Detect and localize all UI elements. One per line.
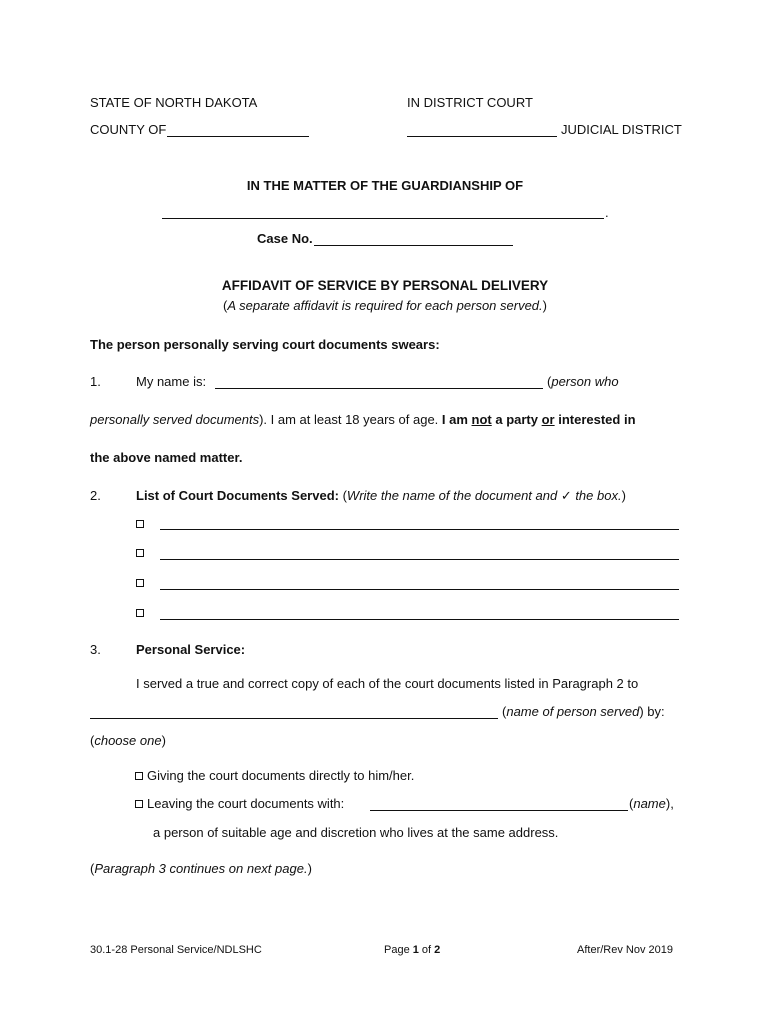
document-checkbox-3[interactable] [136,575,148,590]
continues-text: Paragraph 3 continues on next page. [94,861,308,876]
p3-choose-one [90,733,166,748]
p1-number: 1. [90,374,101,389]
p3-label: Personal Service: [136,642,246,657]
p1-or: or [541,412,555,427]
p3-name-open: ( [629,796,634,811]
document-blank-4[interactable] [160,619,679,620]
p1-interested: interested in [554,412,636,427]
subtitle-text: A separate affidavit is required for each person served. [227,298,543,313]
person-served-blank[interactable] [90,718,498,719]
p3-name-hint [629,796,674,811]
p1-my-name-label: My name is: [136,374,207,389]
p2-paren-close: ) [621,488,626,503]
state-label: STATE OF NORTH DAKOTA [90,95,258,110]
p2-paren-open: ( [338,488,347,503]
option-leaving[interactable] [135,796,344,811]
p1-line2 [90,412,636,427]
p2-heading [136,488,626,504]
p3-number: 3. [90,642,101,657]
p1-above-named: the above named matter. [90,450,243,465]
p3-ns-open: ( [502,704,507,719]
p1-not: not [471,412,492,427]
continues-note [90,861,312,876]
option-leaving-label: Leaving the court documents with: [147,796,345,811]
p2-number: 2. [90,488,101,503]
document-blank-2[interactable] [160,559,679,560]
subtitle-open: ( [223,298,228,313]
footer-revision: After/Rev Nov 2019 [577,944,673,956]
ward-name-period: . [605,205,609,220]
continues-close: ) [307,861,312,876]
matter-heading: IN THE MATTER OF THE GUARDIANSHIP OF [246,178,524,193]
footer-page-total: 2 [434,944,441,956]
p1-age-text: ). I am at least 18 years of age. [259,412,442,427]
option-direct-checkbox[interactable] [135,772,143,780]
p1-paren: ( [547,374,552,389]
footer-page-of: of [418,944,435,956]
footer-form-id: 30.1-28 Personal Service/NDLSHC [90,944,262,956]
p3-name-served [502,704,665,719]
document-checkbox-2[interactable] [136,545,148,560]
p1-a-party: a party [491,412,542,427]
p3-choose-open: ( [90,733,95,748]
option-leaving-continuation: a person of suitable age and discretion who lives at the same address. [153,825,559,840]
footer-page-prefix: Page [384,944,413,956]
intro-statement: The person personally serving court documents swears: [90,337,440,352]
document-title: AFFIDAVIT OF SERVICE BY PERSONAL DELIVERY [221,278,549,293]
case-no-label: Case No. [257,231,313,246]
continues-open: ( [90,861,95,876]
p3-ns-close: ) by: [639,704,665,719]
p1-person-who [547,374,619,389]
server-name-blank[interactable] [215,388,543,389]
document-checkbox-4[interactable] [136,605,148,620]
option-direct-label: Giving the court documents directly to him/her. [147,768,415,783]
judicial-district-label: JUDICIAL DISTRICT [561,122,682,137]
p3-name-text: name [633,796,666,811]
p2-label: List of Court Documents Served: [136,488,339,503]
p3-name-close: ), [665,796,674,811]
county-blank[interactable] [167,136,309,137]
p1-person-who-text: person who [551,374,619,389]
resident-name-blank[interactable] [370,810,628,811]
p1-i-am: I am [441,412,472,427]
option-leaving-checkbox[interactable] [135,800,143,808]
p3-served-text: I served a true and correct copy of each of the court documents listed in Paragraph 2 to [136,676,639,691]
p2-instruction: Write the name of the document and ✓ the box. [346,488,622,503]
footer-page-number [384,944,440,956]
document-blank-1[interactable] [160,529,679,530]
option-direct[interactable] [135,768,414,783]
footer-page-current: 1 [412,944,419,956]
document-checkbox-1[interactable] [136,516,148,531]
subtitle-close: ) [542,298,547,313]
p3-ns-text: name of person served [506,704,640,719]
document-subtitle [0,298,770,313]
county-label: COUNTY OF [90,122,167,137]
document-blank-3[interactable] [160,589,679,590]
district-blank[interactable] [407,136,557,137]
court-label: IN DISTRICT COURT [407,95,533,110]
case-no-blank[interactable] [314,245,513,246]
p1-personally-served: personally served documents [90,412,260,427]
ward-name-blank[interactable] [162,218,604,219]
p3-choose-close: ) [161,733,166,748]
p3-choose-text: choose one [94,733,162,748]
